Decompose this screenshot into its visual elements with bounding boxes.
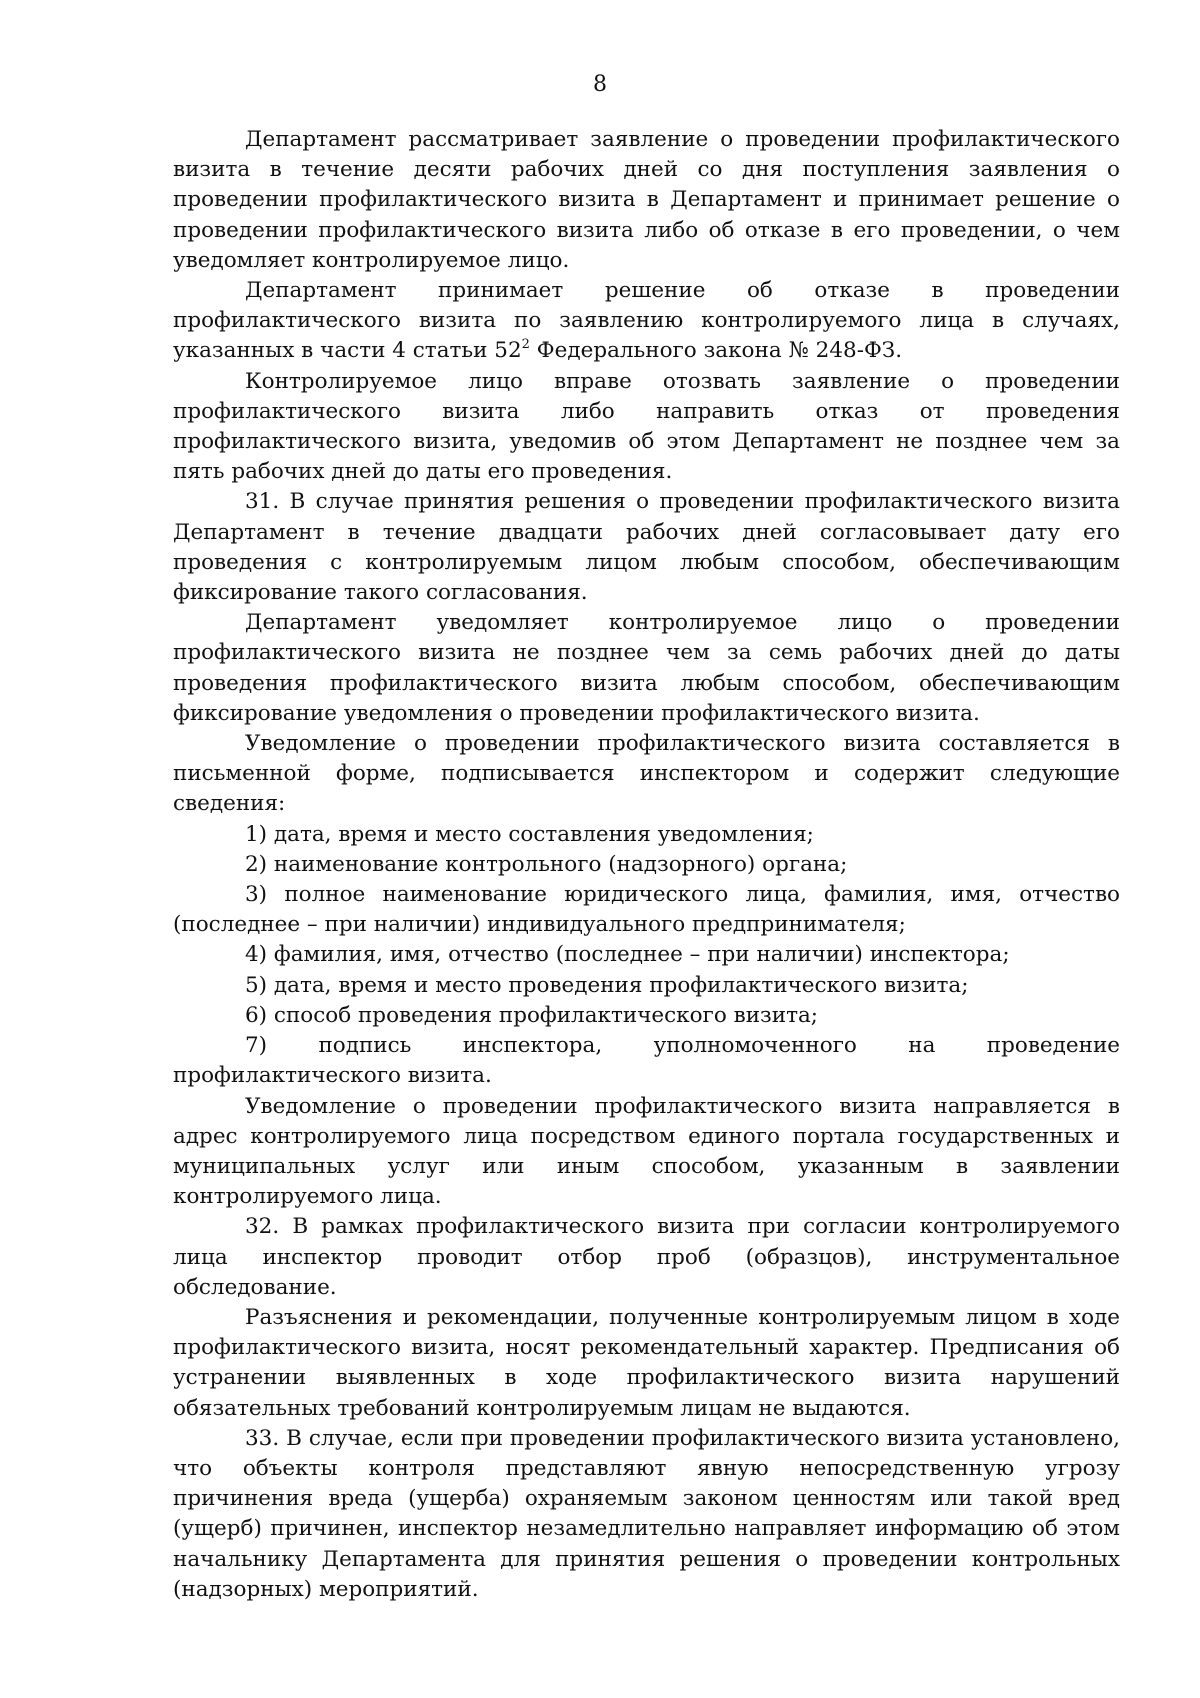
list-item-1: 1) дата, время и место составления уведомления; [245, 821, 814, 847]
list-item-4: 4) фамилия, имя, отчество (последнее – при наличии) инспектора; [245, 942, 1010, 968]
paragraph-32: 32. В рамках профилактического визита при согласии контролируемого лица инспектор проводит отбор проб (образцов), инструментальное обследование. [173, 1214, 1120, 1300]
list-item-5: 5) дата, время и место проведения профилактического визита; [245, 972, 969, 998]
document-body [173, 125, 1120, 1605]
paragraph-review: Департамент рассматривает заявление о проведении профилактического визита в течение десяти рабочих дней со дня поступления заявления о проведении профилактического визита в Департамент и принимает решение о проведении профилактического визита либо об отказе в его проведении, о чем уведомляет контролируемое лицо. [173, 127, 1120, 273]
paragraph-delivery: Уведомление о проведении профилактического визита направляется в адрес контролируемого лица посредством единого портала государственных и муниципальных услуг или иным способом, указанным в заявлении контролируемого лица. [173, 1093, 1120, 1210]
paragraph-withdraw: Контролируемое лицо вправе отозвать заявление о проведении профилактического визита либо направить отказ от проведения профилактического визита, уведомив об этом Департамент не позднее чем за пять рабочих дней до даты его проведения. [173, 368, 1120, 485]
paragraph-notice-form: Уведомление о проведении профилактического визита составляется в письменной форме, подписывается инспектором и содержит следующие сведения: [173, 731, 1120, 817]
paragraph-refusal [173, 276, 1120, 367]
law-reference: Федерального закона № 248-ФЗ. [536, 338, 903, 364]
article-number: 52 [494, 338, 522, 364]
page-number: 8 [593, 72, 607, 97]
paragraph-33: 33. В случае, если при проведении профилактического визита установлено, что объекты контроля представляют явную непосредственную угрозу причинения вреда (ущерба) охраняемым законом ценностям или такой вред (ущерб) причинен, инспектор незамедлительно направляет информацию об этом начальнику Департамента для принятия решения о проведении контрольных (надзорных) мероприятий. [173, 1425, 1120, 1602]
list-item-7: 7) подпись инспектора, уполномоченного на проведение профилактического визита. [173, 1033, 1120, 1089]
list-item-2: 2) наименование контрольного (надзорного) органа; [245, 851, 848, 877]
paragraph-notify: Департамент уведомляет контролируемое лицо о проведении профилактического визита не позднее чем за семь рабочих дней до даты проведения профилактического визита любым способом, обеспечивающим фиксирование уведомления о проведении профилактического визита. [173, 610, 1120, 726]
paragraph-31: 31. В случае принятия решения о проведении профилактического визита Департамент в течение двадцати рабочих дней согласовывает дату его проведения с контролируемым лицом любым способом, обеспечивающим фиксирование такого согласования. [173, 489, 1120, 606]
paragraph-refusal-text: Департамент принимает решение об отказе в проведении профилактического визита по заявлению контролируемого лица в случаях, указанных в части 4 статьи [173, 278, 1120, 364]
list-item-6: 6) способ проведения профилактического визита; [245, 1002, 819, 1028]
list-item-3: 3) полное наименование юридического лица, фамилия, имя, отчество (последнее – при наличии) индивидуального предпринимателя; [173, 882, 1120, 938]
article-superscript: 2 [521, 337, 530, 353]
paragraph-explanations: Разъяснения и рекомендации, полученные контролируемым лицом в ходе профилактического визита, носят рекомендательный характер. Предписания об устранении выявленных в ходе профилактического визита нарушений обязательных требований контролируемым лицам не выдаются. [173, 1304, 1120, 1421]
